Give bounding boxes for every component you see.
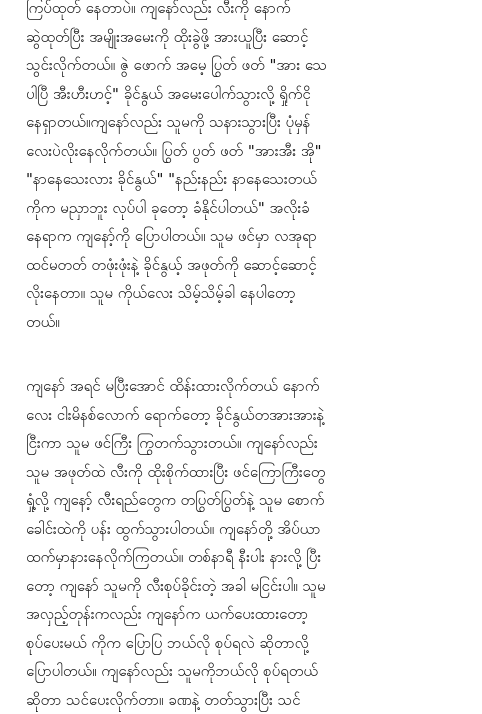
text-line: ဆိုတာ သင်ပေးလိုက်တာ။ ခဏနဲ့ တတ်သွားပြီး သင် (26, 686, 472, 714)
text-line: လေးပဲလိုးနေလိုက်တယ်။ ပြွတ် ပွတ် ဖတ် "အားအီး အို" (26, 137, 472, 166)
text-line: စုပ်ပေးမယ် ကိုက ပြောပြ ဘယ်လို စုပ်ရလဲ ဆိုတာလို့ (26, 629, 472, 658)
text-line: ထင်မတတ် တဖုံးဖုံးနဲ့ ခိုင်နွယ့် အဖုတ်ကို ဆောင့်ဆောင့် (26, 251, 472, 280)
text-line: ကြပ်ထုတ် နေတာပဲ။ ကျနော်လည်း လီးကို နောက် (26, 0, 472, 23)
paragraph-2 (26, 372, 472, 714)
text-line: ငြီးကာ သူမ ဖင်ကြီး ကြွတက်သွားတယ်။ ကျနော်လည်း (26, 429, 472, 458)
text-line: ခေါင်းထဲကို ပန်း ထွက်သွားပါတယ်။ ကျနော်တို့ အိပ်ယာ (26, 515, 472, 544)
text-line: ပါပြီ အီးဟီးဟင့်" ခိုင်နွယ် အမေးပေါက်သွားလို့ ရှိုက်ငို (26, 80, 472, 109)
text-line: ပြောပါတယ်။ ကျနော်လည်း သူမကိုဘယ်လို စုပ်ရတယ် (26, 657, 472, 686)
text-line: လိုးနေတာ။ သူမ ကိုယ်လေး သိမ့်သိမ့်ခါ နေပါတော့ (26, 279, 472, 308)
text-line: တော့ ကျနော် သူမကို လီးစုပ်ခိုင်းတဲ့ အခါ မငြင်းပါ။ သူမ (26, 572, 472, 601)
text-line: လေး ငါးမိနစ်လောက် ရောက်တော့ ခိုင်နွယ်တအားအားနဲ့ (26, 401, 472, 430)
text-line: အလှည့်တုန်းကလည်း ကျနော်က ယက်ပေးထားတော့ (26, 600, 472, 629)
text-line: ရှုံ့လို့ ကျနော့် လီးရည်တွေက တပြွတ်ပြွတ်နဲ့ သူမ စောက် (26, 486, 472, 515)
text-line: "နာနေသေးလား ခိုင်နွယ်" "နည်းနည်း နာနေသေးတယ် (26, 165, 472, 194)
text-line: ကိုက မညှာဘူး လုပ်ပါ ခုတော့ ခံနိုင်ပါတယ်" အလိုးခံ (26, 194, 472, 223)
paragraph-1 (26, 0, 472, 336)
text-line: ထက်မှာနားနေလိုက်ကြတယ်။ တစ်နာရီ နီးပါး နားလို့ ပြီး (26, 543, 472, 572)
text-line: နေရှာတယ်။ကျနော်လည်း သူမကို သနားသွားပြီး ပုံမှန် (26, 108, 472, 137)
text-line: ကျနော် အရင် မပြီးအောင် ထိန်းထားလိုက်တယ် နောက် (26, 372, 472, 401)
text-line: တယ်။ (26, 308, 472, 337)
text-line: သွင်းလိုက်တယ်။ ဇွဲ ဖောက် အမေ့ ပြွတ် ဖတ် "အား သေ (26, 51, 472, 80)
text-line: သူမ အဖုတ်ထဲ လီးကို ထိုးစိုက်ထားပြီး ဖင်ကြောကြီးတွေ (26, 458, 472, 487)
text-line: ဆွဲထုတ်ပြီး အမျိုးအမေးကို ထိုးခွဲဖို့ အားယူပြီး ဆောင့် (26, 23, 472, 52)
text-line: နေရာက ကျနော့်ကို ပြောပါတယ်။ သူမ ဖင်မှာ လအုရာ (26, 222, 472, 251)
